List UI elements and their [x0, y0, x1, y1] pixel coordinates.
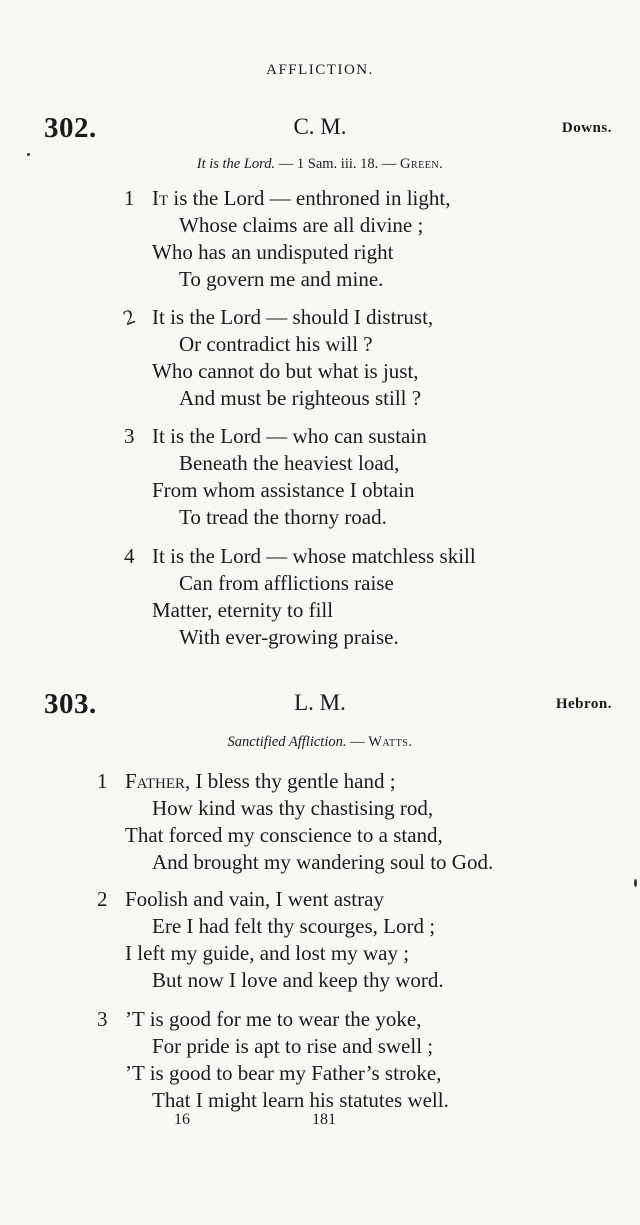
page-number: 181: [312, 1111, 336, 1128]
stanza-line: Who cannot do but what is just,: [152, 359, 419, 383]
print-speck: [27, 153, 30, 156]
stanza-line: Ere I had felt thy scourges, Lord ;: [152, 914, 436, 938]
stanza-line: It is the Lord — enthroned in light,: [152, 186, 451, 210]
hymn-source-303: [0, 734, 640, 751]
stanza-line: Whose claims are all divine ;: [179, 213, 424, 237]
hymn-number: 302.: [44, 112, 97, 144]
stanza-line: Father, I bless thy gentle hand ;: [125, 769, 396, 793]
print-speck: [634, 879, 637, 887]
hymn-tune: Hebron.: [555, 696, 612, 712]
hymn-source-302: [0, 156, 640, 173]
stanza-line: And must be righteous still ?: [179, 386, 422, 410]
page-footer: [0, 1111, 640, 1135]
verse-number: 2: [97, 887, 108, 911]
stanza-line: From whom assistance I obtain: [152, 478, 415, 502]
stanza-line: ’T is good to bear my Father’s stroke,: [125, 1061, 442, 1085]
stanza-line: For pride is apt to rise and swell ;: [152, 1034, 434, 1058]
stanza-line: Foolish and vain, I went astray: [125, 887, 384, 911]
stanza-line: I left my guide, and lost my way ;: [125, 941, 410, 965]
hymn-tune: Downs.: [561, 120, 612, 136]
stanza-line: It is the Lord — whose matchless skill: [152, 544, 476, 568]
stanza-line: ’T is good for me to wear the yoke,: [125, 1007, 422, 1031]
stanza-line: To govern me and mine.: [179, 267, 384, 291]
source-author: Green.: [400, 156, 444, 172]
hymn-meter: C. M.: [293, 114, 347, 139]
verse-number: 1: [97, 769, 108, 793]
stanza-line: Beneath the heaviest load,: [179, 451, 400, 475]
verse-number: 4: [124, 544, 135, 568]
stanza-line: To tread the thorny road.: [179, 505, 387, 529]
verse-number: 2: [120, 303, 139, 331]
source-title: Sanctified Affliction.: [227, 734, 347, 750]
stanza-line: Can from afflictions raise: [179, 571, 394, 595]
running-head: AFFLICTION.: [266, 62, 374, 78]
signature-mark: 16: [174, 1111, 190, 1128]
hymn-number: 303.: [44, 688, 97, 720]
stanza-line: That forced my conscience to a stand,: [125, 823, 443, 847]
source-reference: — 1 Sam. iii. 18. —: [275, 156, 401, 172]
verse-number: 3: [97, 1007, 108, 1031]
source-title: It is the Lord.: [196, 156, 276, 172]
source-author: Watts.: [368, 734, 413, 750]
hymn-meter: L. M.: [294, 690, 346, 715]
stanza-line: It is the Lord — should I distrust,: [152, 305, 434, 329]
stanza-line: With ever-growing praise.: [179, 625, 399, 649]
stanza-line: It is the Lord — who can sustain: [152, 424, 427, 448]
stanza-line: Or contradict his will ?: [179, 332, 373, 356]
stanza-line: Matter, eternity to fill: [152, 598, 334, 622]
verse-number: 3: [124, 424, 135, 448]
stanza-line: That I might learn his statutes well.: [152, 1088, 449, 1112]
verse-number: 1: [124, 186, 135, 210]
source-reference: —: [346, 734, 369, 750]
hymn-header-303: [0, 688, 640, 724]
hymn-header-302: [0, 112, 640, 148]
stanza-line: But now I love and keep thy word.: [152, 968, 444, 992]
stanza-line: Who has an undisputed right: [152, 240, 394, 264]
stanza-line: How kind was thy chastising rod,: [152, 796, 434, 820]
stanza-line: And brought my wandering soul to God.: [152, 850, 494, 874]
